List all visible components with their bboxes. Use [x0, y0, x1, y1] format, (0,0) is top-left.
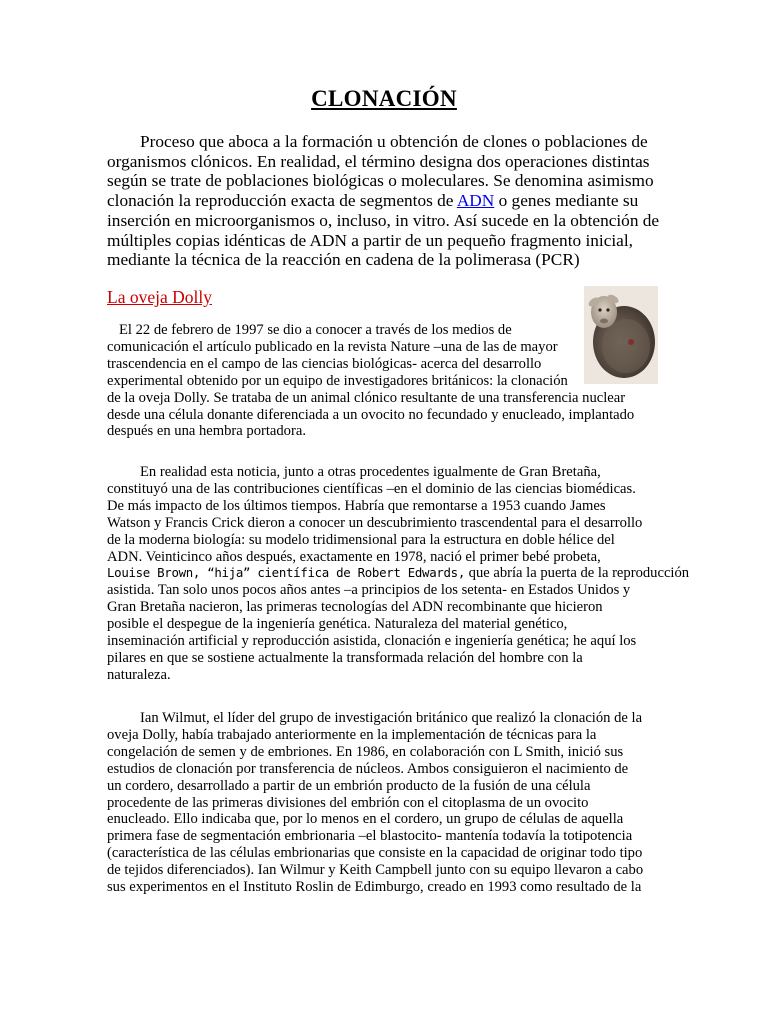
intro-line: inserción en microorganismos o, incluso, in vitro. Así sucede en la obtención de	[107, 210, 660, 230]
paragraph-line: sus experimentos en el Instituto Roslin de Edimburgo, creado en 1993 como resultado de la	[107, 879, 642, 896]
intro-line: organismos clónicos. En realidad, el término designa dos operaciones distintas	[107, 151, 650, 171]
paragraph-line: de tejidos diferenciados). Ian Wilmur y Keith Campbell junto con su equipo llevaron a cabo	[107, 862, 644, 879]
paragraph-line: trascendencia en el campo de las ciencias biológicas- acerca del desarrollo	[107, 355, 542, 372]
paragraph-line: después en una hembra portadora.	[107, 423, 306, 440]
adn-link[interactable]: ADN	[456, 191, 495, 211]
paragraph-line: De más impacto de los últimos tiempos. Habría que remontarse a 1953 cuando James	[107, 497, 606, 514]
paragraph-line: posible el despegue de la ingeniería genética. Naturaleza del material genético,	[107, 616, 568, 633]
paragraph-line: ADN. Veinticinco años después, exactamente en 1978, nació el primer bebé probeta,	[107, 548, 601, 565]
paragraph-line: naturaleza.	[107, 666, 171, 683]
sheep-illustration	[584, 286, 658, 384]
paragraph-line: un cordero, desarrollado a partir de un embrión producto de la fusión de una célula	[107, 777, 591, 794]
paragraph-line: de la moderna biología: su modelo tridimensional para la estructura en doble hélice del	[107, 531, 615, 548]
intro-line: según se trate de poblaciones biológicas o moleculares. Se denomina asimismo	[107, 171, 654, 191]
paragraph-line: oveja Dolly, había trabajado anteriormente en la implementación de técnicas para la	[107, 726, 597, 743]
paragraph-line: Louise Brown, “hija” científica de Robert Edwards, que abría la puerta de la reproducción	[107, 565, 690, 582]
paragraph-line: enucleado. Ello indicaba que, por lo menos en el cordero, un grupo de células de aquella	[107, 811, 624, 828]
paragraph-line: Ian Wilmut, el líder del grupo de investigación británico que realizó la clonación de la	[140, 710, 643, 726]
paragraph-line: congelación de semen y de embriones. En 1986, en colaboración con L Smith, inició sus	[107, 743, 624, 760]
mono-text-fragment: Louise Brown, “hija” científica de Robert Edwards,	[107, 565, 465, 581]
paragraph-context	[107, 464, 690, 684]
page-title: CLONACIÓN	[311, 86, 457, 111]
paragraph-line: El 22 de febrero de 1997 se dio a conocer a través de los medios de	[119, 322, 512, 338]
paragraph-line: de la oveja Dolly. Se trataba de un animal clónico resultante de una transferencia nuclear	[107, 389, 626, 406]
intro-line: Proceso que aboca a la formación u obtención de clones o poblaciones de	[140, 132, 648, 151]
paragraph-line: (característica de las células embrionarias que consiste en la capacidad de originar todo tipo	[107, 845, 643, 862]
paragraph-line: estudios de clonación por transferencia de núcleos. Ambos consiguieron el nacimiento de	[107, 760, 629, 777]
intro-line: clonación la reproducción exacta de segmentos de ADN o genes mediante su	[107, 191, 639, 211]
paragraph-line: Gran Bretaña nacieron, las primeras tecnologías del ADN recombinante que hicieron	[107, 599, 603, 616]
paragraph-line: desde una célula donante diferenciada a un ovocito no fecundado y enucleado, implantado	[107, 406, 635, 423]
intro-paragraph	[107, 132, 667, 270]
paragraph-line: inseminación artificial y reproducción asistida, clonación e ingeniería genética; he aquí los	[107, 633, 637, 650]
paragraph-line: asistida. Tan solo unos pocos años antes –a principios de los setenta- en Estados Unidos y	[107, 582, 631, 599]
paragraph-line: pilares en que se sostiene actualmente la transformada relación del hombre con la	[107, 649, 583, 666]
paragraph-line: Watson y Francis Crick dieron a conocer un descubrimiento trascendental para el desarrollo	[107, 514, 643, 531]
paragraph-wilmut	[107, 710, 657, 896]
intro-line: múltiples copias idénticas de ADN a partir de un pequeño fragmento inicial,	[107, 230, 633, 250]
dolly-sheep-image	[584, 286, 658, 384]
paragraph-line: En realidad esta noticia, junto a otras procedentes igualmente de Gran Bretaña,	[140, 464, 601, 480]
paragraph-dolly-announcement	[107, 322, 635, 440]
section-heading-dolly: La oveja Dolly	[107, 287, 212, 307]
paragraph-line: procedente de las primeras divisiones del embrión con el citoplasma de un ovocito	[107, 794, 589, 811]
paragraph-line: experimental obtenido por un equipo de investigadores británicos: la clonación	[107, 372, 568, 389]
intro-line: mediante la técnica de la reacción en cadena de la polimerasa (PCR)	[107, 250, 580, 270]
paragraph-line: constituyó una de las contribuciones científicas –en el dominio de las ciencias biomédicas.	[107, 480, 636, 497]
paragraph-line: comunicación el artículo publicado en la revista Nature –una de las de mayor	[107, 338, 558, 355]
paragraph-line: primera fase de segmentación embrionaria –el blastocito- mantenía todavía la totipotencia	[107, 828, 633, 845]
